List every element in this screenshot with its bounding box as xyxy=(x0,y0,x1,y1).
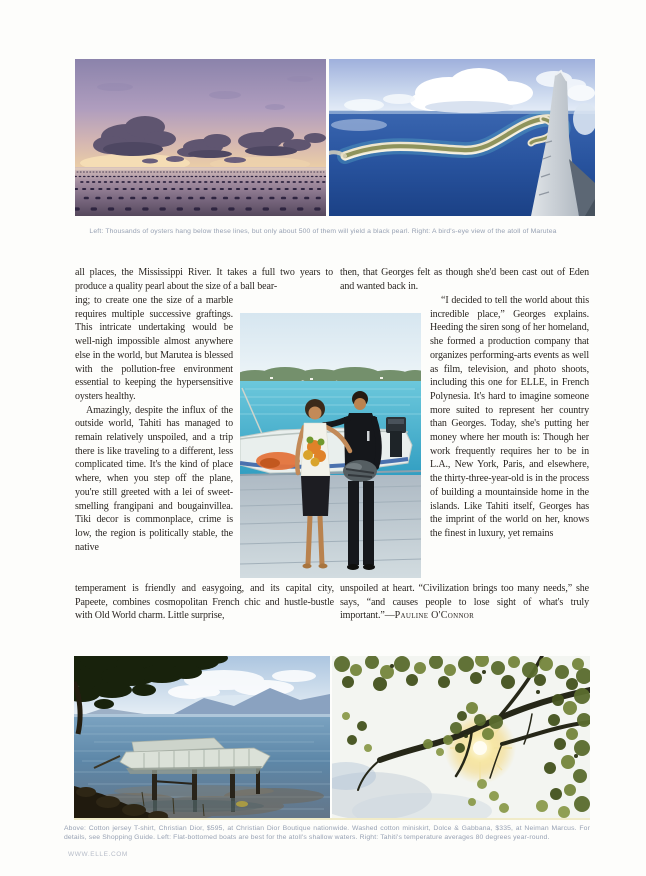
article-left-para2: Amazingly, despite the influx of the outside world, Tahiti has managed to remain relatively unspoiled, and a trip there is like traveling to a different, less complicated time. It's the kind of place where, when you step off the plane, you're still greeted with a lei of sweet-smelling frangipani and bougainvillea. Tiki decor is commonplace, crime is low, the region is politically stable, the native xyxy=(75,404,233,553)
couple-dock-illustration xyxy=(240,313,421,578)
photo-flat-bottomed-boats xyxy=(74,656,330,818)
photo-oyster-lines-sunset xyxy=(75,59,326,216)
photo-couple-on-dock xyxy=(240,313,421,578)
photo-atoll-aerial xyxy=(329,59,595,216)
boats-shore-illustration xyxy=(74,656,330,818)
atoll-aerial-illustration xyxy=(329,59,595,216)
article-left-para1: ing; to create one the size of a marble requires multiple successive graftings. This intricate undertaking would be well-nigh impossible almost anywhere else in the world, but Marutea is blessed with the pollution-free environment essential to keeping the hypersensitive oysters healthy. xyxy=(75,295,233,402)
sunset-oyster-illustration xyxy=(75,59,326,216)
top-photos-caption: Left: Thousands of oysters hang below these lines, but only about 500 of them will yield a black pearl. Right: A bird's-eye view of the atoll of Marutea xyxy=(89,228,557,235)
article-left-column xyxy=(75,294,233,554)
article-left-outro: temperament is friendly and easygoing, and its capital city, Papeete, combines cosmopolitan French chic and hustle-bustle with Old World charm. Little surprise, xyxy=(75,583,334,622)
photo-sunlit-branches xyxy=(332,656,590,818)
article-right-outro xyxy=(340,582,589,623)
branches-sun-illustration xyxy=(332,656,590,818)
article-right-intro: then, that Georges felt as though she'd been cast out of Eden and wanted back in. xyxy=(340,267,589,292)
article-right-column: “I decided to tell the world about this incredible place,” Georges explains. Heeding the siren song of her homeland, she formed a production company that organizes performing-arts events as well as film, television, and photo shoots, including this one for ELLE, in French Polynesia. It's hard to imagine someone more suited to represent her country than Georges. Today, she's putting her money where her mouth is: Though her work frequently requires her to be in L.A., New York, Paris, and elsewhere, the thirty-three-year-old is in the process of building a mountainside home in the islands. Like Tahiti itself, Georges has the imprint of the world on her, knows the finest in luxury, yet remains xyxy=(430,295,589,539)
article-left-intro: all places, the Mississippi River. It takes a full two years to produce a quality pearl about the size of a ball bear- xyxy=(75,267,333,292)
article-right-outro-text: unspoiled at heart. “Civilization brings too many needs,” she says, “and causes people to lose sight of what's truly important.”— xyxy=(340,583,589,622)
footer-website-url: WWW.ELLE.COM xyxy=(68,851,128,858)
author-byline: Pauline O'Connor xyxy=(394,610,475,622)
photo-edge-strip xyxy=(74,818,590,820)
bottom-photos-caption: Above: Cotton jersey T-shirt, Christian Dior, $595, at Christian Dior Boutique nationwide. Washed cotton miniskirt, Dolce & Gabbana, $335, at Neiman Marcus. For details, see Shopping Guide. Left: Flat-bottomed boats are best for the atoll's shallow waters. Right: Tahiti's temperature averages 80 degrees year-round. xyxy=(64,825,590,842)
